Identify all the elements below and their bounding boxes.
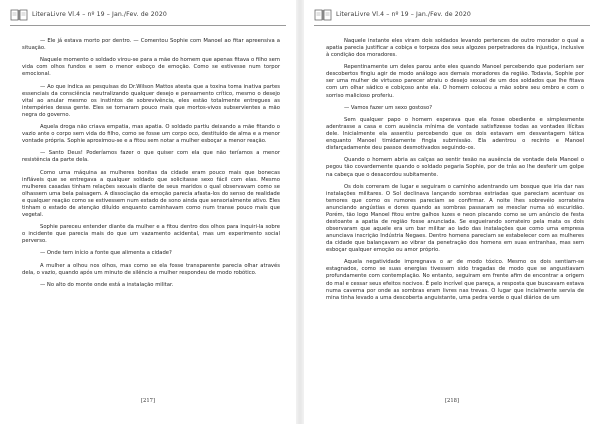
paragraph: — No alto do monte onde está a instalação militar. bbox=[40, 282, 174, 288]
magazine-logo-icon bbox=[314, 8, 332, 22]
right-page bbox=[304, 0, 600, 424]
paragraph: Como uma máquina as mulheres bonitas da cidade eram pouco mais que bonecas infláveis que se entregava a qualquer soldado que solicitasse sexo fácil com elas. Mesmo mulheres casadas tinham relações sexuais diante de seus maridos o qual observavam como se olhassem uma bela paisagem. A dissociação da emoção parecia afasta-los do senso de realidade e qualquer reação como se estivessem num estado de sono ainda que sensorialmente ativo. Eles tinham o estado de atenção diluído enquanto caminhavam como num transe pouco mais que vegetal. bbox=[22, 169, 280, 218]
paragraph: Repentinamente um deles parou ante eles quando Manoel percebendo que poderiam ser descobertos fingiu agir de modo análogo aos demais moradores da região. Todavia, Sophie por ser uma mulher de virtuoso parecer atraiu o desejo sexual de um dos soldados que lhe fitava com um olhar sádico e cobiçoso ante ela. O homem colocou a mão sobre seu ombro e com o sorriso malicioso proferiu. bbox=[326, 64, 584, 99]
paragraph: Naquele momento o soldado virou-se para a mãe do homem que apenas fitava o filho sem vida com olhos fundos e sem o menor esboço de emoção. Como se estivesse num torpor emocional. bbox=[22, 57, 280, 78]
paragraph: — Santo Deus! Poderíamos fazer o que quiser com ela que não teríamos a menor resistência da parte dela. bbox=[22, 150, 280, 164]
paragraph: — Vamos fazer um sexo gostoso? bbox=[344, 104, 433, 111]
right-page-header-rule bbox=[314, 25, 590, 26]
paragraph: — Ao que indica as pesquisas do Dr.Wilson Mattos atesta que a toxina toma inativa partes essenciais da consciência neutralizando qualquer desejo e pensamento crítico, mesmo o desejo vital ao anular mesmo os instintos de sobrevivência, eles estão totalmente entregues as intempéries dessa gente. Eles se tornaram pouco mais que mortos-vivos subservientes a mão negra do governo. bbox=[22, 83, 280, 118]
paragraph: Quando o homem abria as calças ao sentir tesão na ausência de vontade dela Manoel o pegou tão covardemente quando o soldado pegaria Sophie, por de trás ao lhe desferir um golpe na cabeça que o desacordou subitamente. bbox=[326, 157, 584, 178]
paragraph: A mulher a olhou nos olhos, mas como se ela fosse transparente parecia olhar através dela, o vazio, quando após um minuto de silêncio a mulher respondeu de modo robótico. bbox=[22, 262, 280, 276]
paragraph: — Ele já estava morto por dentro. — Comentou Sophie com Manoel ao fitar apreensiva a situação. bbox=[22, 38, 280, 52]
book-gutter bbox=[296, 0, 304, 424]
paragraph: Sem qualquer papo o homem esperava que ela fosse obediente e simplesmente adentrasse a casa e com ausência mínima de vontade satisfizesse todas as vontades ilícitas dele. Inicialmente ela assentiu percebendo que os dois estavam em desvantagem tática enquanto Manoel timidamente fingia submissão. Ela adentrou o recinto e Manoel disfarçadamente deu passos desmotivados seguindo-os. bbox=[326, 116, 584, 152]
left-page-header-title: LiteraLivre Vl.4 – nº 19 – Jan./Fev. de 2020 bbox=[32, 11, 167, 18]
paragraph: — Onde tem início a fonte que alimenta a cidade? bbox=[40, 250, 172, 257]
right-page-header-title: LiteraLivre Vl.4 – nº 19 – Jan./Fev. de 2020 bbox=[336, 11, 471, 18]
left-page-body bbox=[22, 38, 280, 294]
left-page bbox=[0, 0, 296, 424]
paragraph: Aquela droga não criava empatia, mas apatia. O soldado partiu deixando a mãe fitando o vazio ante o corpo sem vida do filho, como se fosse um corpo oco, destituído de alma e a menor vontade própria. Sophie aproximou-se e a fitou sem notar a mulher esboçar a menor reação. bbox=[22, 124, 280, 145]
paragraph: Aquela negatividade impregnava o ar de modo tóxico. Mesmo os dois sentiam-se estagnados, como se suas energias tivessem sido tragadas de modo que se angustiavam profundamente com contemplação. No entanto, seguiram em frente afim de encontrar a origem do mal e cessar seus efeitos nocivos. É pelo incrível que pareça, a resposta que buscavam estava numa caverna por onde as sombras eram livres nas trevas. O lugar que incialmente servia de mina tinha levado a uma descoberta anguistante, uma pedra verde o qual diários de um bbox=[326, 259, 584, 301]
left-page-header bbox=[10, 8, 286, 24]
left-page-number: [217] bbox=[141, 398, 155, 404]
right-page-body bbox=[326, 38, 584, 307]
paragraph: Naquele instante eles viram dois soldados levando pertences de outro morador o qual a apatia parecia justificar a cobiça e torpeza dos seus algozes perpetradores da injustiça, inclusive à condição dos moradores. bbox=[326, 38, 584, 59]
paragraph: Os dois correram de lugar e seguiram o caminho adentrando um bosque que iria dar nas instalações militares. O Sol declinava lançando sombras estriadas que pareciam acentuar os temores que como os rumores pareciam se confirmar. A noite lhes sobrevéio sorrateira anunciando angústias e dores quando as sombras passaram se mesclar numa só escuridão. Porém, tão logo Manoel fitou entre galhos luzes e neon piscando como se um anúncio de festa destoante a apatia de região fosse anunciada. Se esgueirando sorrateiro pela mata os dois observaram que aquele era um bar militar ao lado das instalações que como uma empresa anunciava inscrição Indústria Negaes. Dentro homens pareciam se estabelecer com as mulheres da cidade que balançavam ao vibrar da penetração dos homens em suas entranhas, mas sem esboçar qualquer emoção ou amor próprio. bbox=[326, 183, 584, 254]
right-page-number: [218] bbox=[445, 398, 459, 404]
right-page-header bbox=[314, 8, 590, 24]
magazine-logo-icon bbox=[10, 8, 28, 22]
left-page-header-rule bbox=[10, 25, 286, 26]
paragraph: Sophie pareceu entender diante da mulher e a fitou dentro dos olhos para inquiri-la sobre o incidente que parecia mais do que um vazamento acidental, mas um experimento social perverso. bbox=[22, 224, 280, 245]
